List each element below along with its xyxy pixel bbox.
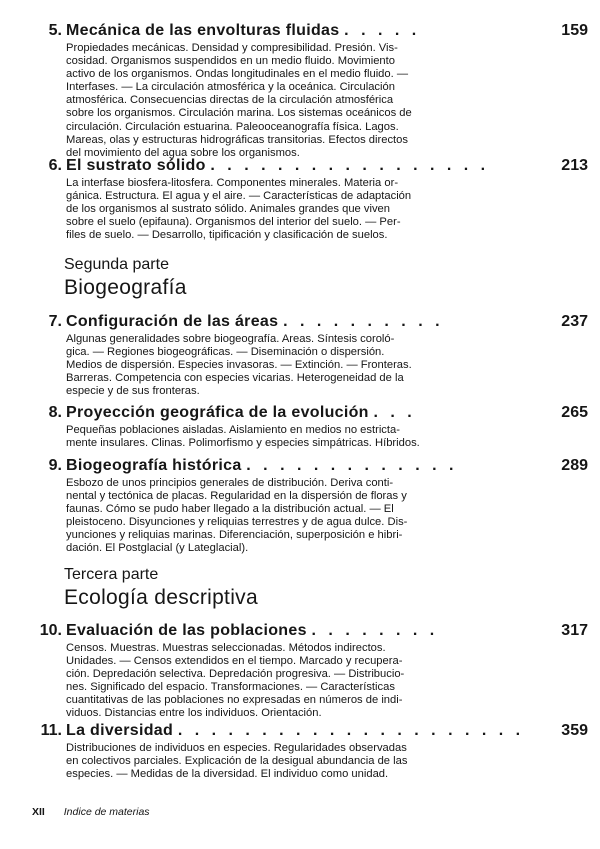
part-label: Tercera parte <box>64 566 159 583</box>
chapter-title: Mecánica de las envolturas fluidas . . . . . <box>66 22 421 39</box>
chapter-title: Configuración de las áreas . . . . . . . . . . <box>66 313 444 330</box>
toc-entry-chapter-9 <box>32 455 588 556</box>
chapter-number: 7. <box>48 313 62 330</box>
chapter-page-number: 213 <box>561 157 588 174</box>
chapter-description: La interfase biosfera-litosfera. Componentes minerales. Materia or- gánica. Estructura. El agua y el aire. — Características de adaptación de los organismos al sustrato sólido. Animales grandes que viven sobre el suelo (epifauna). Organismos del interior del suelo. — Per- files de suelo. — Desarrollo, tipificación y clasificación de suelos. <box>66 177 412 242</box>
toc-entry-chapter-7 <box>32 311 588 398</box>
page-number-roman: XII <box>32 806 45 818</box>
part-label: Segunda parte <box>64 256 169 273</box>
chapter-number: 8. <box>48 404 62 421</box>
chapter-page-number: 265 <box>561 404 588 421</box>
chapter-number: 5. <box>48 22 62 39</box>
part-title: Biogeografía <box>64 276 187 299</box>
chapter-description: Algunas generalidades sobre biogeografía. Areas. Síntesis coroló- gica. — Regiones biogeográficas. — Diseminación o dispersión. Medios de dispersión. Especies invasoras. — Extinción. — Fronteras. Barreras. Competencia con especies vicarias. Heterogeneidad de la especie y de sus fronteras. <box>66 333 412 398</box>
chapter-page-number: 317 <box>561 622 588 639</box>
chapter-number: 11. <box>40 722 62 739</box>
chapter-page-number: 237 <box>561 313 588 330</box>
part-title: Ecología descriptiva <box>64 586 258 609</box>
chapter-title: Proyección geográfica de la evolución . . . <box>66 404 416 421</box>
chapter-title: La diversidad . . . . . . . . . . . . . . . . . . . . . <box>66 722 525 739</box>
toc-entry-chapter-10 <box>32 620 588 721</box>
chapter-number: 6. <box>48 157 62 174</box>
toc-entry-chapter-11 <box>32 720 588 781</box>
chapter-title: Evaluación de las poblaciones . . . . . . . . <box>66 622 439 639</box>
chapter-number: 9. <box>48 457 62 474</box>
part-heading-tercera <box>64 565 258 611</box>
toc-entry-chapter-8 <box>32 402 588 450</box>
chapter-title: Biogeografía histórica . . . . . . . . . . . . . <box>66 457 458 474</box>
chapter-page-number: 359 <box>561 722 588 739</box>
chapter-page-number: 159 <box>561 22 588 39</box>
chapter-description: Pequeñas poblaciones aisladas. Aislamiento en medios no estricta- mente insulares. Clinas. Polimorfismo y especies simpátricas. Híbridos. <box>66 424 420 450</box>
toc-entry-chapter-6 <box>32 155 588 242</box>
chapter-description: Censos. Muestras. Muestras seleccionadas. Métodos indirectos. Unidades. — Censos extendidos en el tiempo. Marcado y recupera- ción. Depredación selectiva. Depredación progresiva. — Distribucio- nes. Significado del espacio. Transformaciones. — Características cuantitativas de las poblaciones no expresadas en números de indi- viduos. Distancias entre los individuos. Orientación. <box>66 642 405 720</box>
part-heading-segunda <box>64 255 187 301</box>
chapter-description: Distribuciones de individuos en especies. Regularidades observadas en colectivos parciales. Explicación de la desigual abundancia de las especies. — Medidas de la diversidad. El individuo como unidad. <box>66 742 408 781</box>
chapter-number: 10. <box>39 622 62 639</box>
footer-label: Indice de materias <box>63 806 150 818</box>
chapter-description: Esbozo de unos principios generales de distribución. Deriva conti- nental y tectónica de placas. Regularidad en la dispersión de floras y faunas. Cómo se pudo haber llegado a la distribución actual. — El pleistoceno. Disyunciones y reliquias terrestres y de agua dulce. Dis- yunciones y reliquias marinas. Diferenciación, superposición e hibri- dación. El Postglacial (y Lateglacial). <box>66 477 408 555</box>
chapter-title: El sustrato sólido . . . . . . . . . . . . . . . . . <box>66 157 490 174</box>
chapter-description: Propiedades mecánicas. Densidad y compresibilidad. Presión. Vis- cosidad. Organismos suspendidos en un medio fluido. Movimiento activo de los organismos. Ondas longitudinales en el medio fluido. — Interfases. — La circulación atmosférica y la oceánica. Circulación atmosférica. Consecuencias directas de la circulación atmosférica sobre los organismos. Circulación marina. Los sistemas oceánicos de circulación. Circulación estuarina. Paleooceanografía física. Lagos. Mareas, olas y estructuras hidrográficas transitorias. Efectos directos del movimiento del agua sobre los organismos. <box>66 42 412 159</box>
page-footer <box>32 805 150 819</box>
chapter-page-number: 289 <box>561 457 588 474</box>
toc-entry-chapter-5 <box>32 20 588 160</box>
